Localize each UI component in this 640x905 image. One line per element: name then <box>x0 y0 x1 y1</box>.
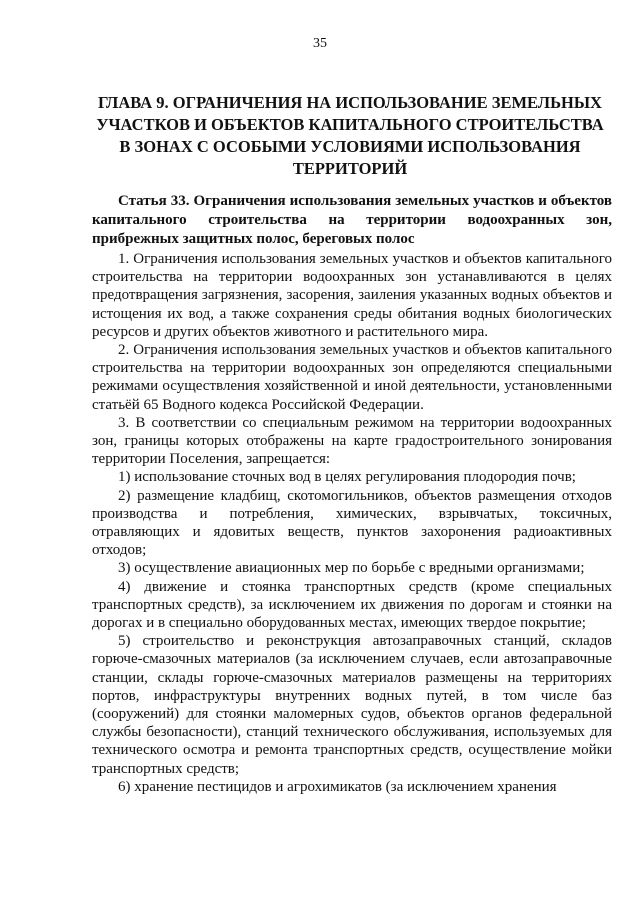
article-title: Статья 33. Ограничения использования земельных участков и объектов капитального строительства на территории водоохранных зон, прибрежных защитных полос, береговых полос <box>92 193 612 247</box>
paragraph-3: 3. В соответствии со специальным режимом на территории водоохранных зон, границы которых отображены на карте градостроительного зонирования территории Поселения, запрещается: <box>92 414 612 468</box>
article-body <box>92 250 612 796</box>
list-item-1: 1) использование сточных вод в целях регулирования плодородия почв; <box>118 469 576 486</box>
list-item-2: 2) размещение кладбищ, скотомогильников, объектов размещения отходов производства и потребления, химических, взрывчатых, токсичных, отравляющих и ядовитых веществ, пунктов захоронения радиоактивных отходов; <box>92 487 612 559</box>
list-item-3: 3) осуществление авиационных мер по борьбе с вредными организмами; <box>118 560 585 577</box>
page-number: 35 <box>313 36 327 51</box>
list-item-6: 6) хранение пестицидов и агрохимикатов (за исключением хранения <box>118 778 557 795</box>
list-item-5: 5) строительство и реконструкция автозаправочных станций, складов горюче-смазочных материалов (за исключением случаев, если автозаправочные станции, склады горюче-смазочных материалов размещены на территориях портов, инфраструктуры внутренних водных путей, в том числе баз (сооружений) для стоянки маломерных судов, объектов органов федеральной службы безопасности), станций технического обслуживания, используемых для технического осмотра и ремонта транспортных средств, осуществление мойки транспортных средств; <box>92 633 612 777</box>
chapter-title: ГЛАВА 9. ОГРАНИЧЕНИЯ НА ИСПОЛЬЗОВАНИЕ ЗЕМЕЛЬНЫХ УЧАСТКОВ И ОБЪЕКТОВ КАПИТАЛЬНОГО СТРОИТЕЛЬСТВА В ЗОНАХ С ОСОБЫМИ УСЛОВИЯМИ ИСПОЛЬЗОВАНИЯ ТЕРРИТОРИЙ <box>96 93 604 178</box>
list-item-4: 4) движение и стоянка транспортных средств (кроме специальных транспортных средств), за исключением их движения по дорогам и стоянки на дорогах и в специально оборудованных местах, имеющих твердое покрытие; <box>92 578 612 632</box>
paragraph-1: 1. Ограничения использования земельных участков и объектов капитального строительства на территории водоохранных зон устанавливаются в целях предотвращения загрязнения, засорения, заиления указанных водных объектов и истощения их вод, а также сохранения среды обитания водных биологических ресурсов и других объектов животного и растительного мира. <box>92 251 612 340</box>
paragraph-2: 2. Ограничения использования земельных участков и объектов капитального строительства на территории водоохранных зон определяются специальными режимами осуществления хозяйственной и иной деятельности, установленными статьёй 65 Водного кодекса Российской Федерации. <box>92 342 612 413</box>
